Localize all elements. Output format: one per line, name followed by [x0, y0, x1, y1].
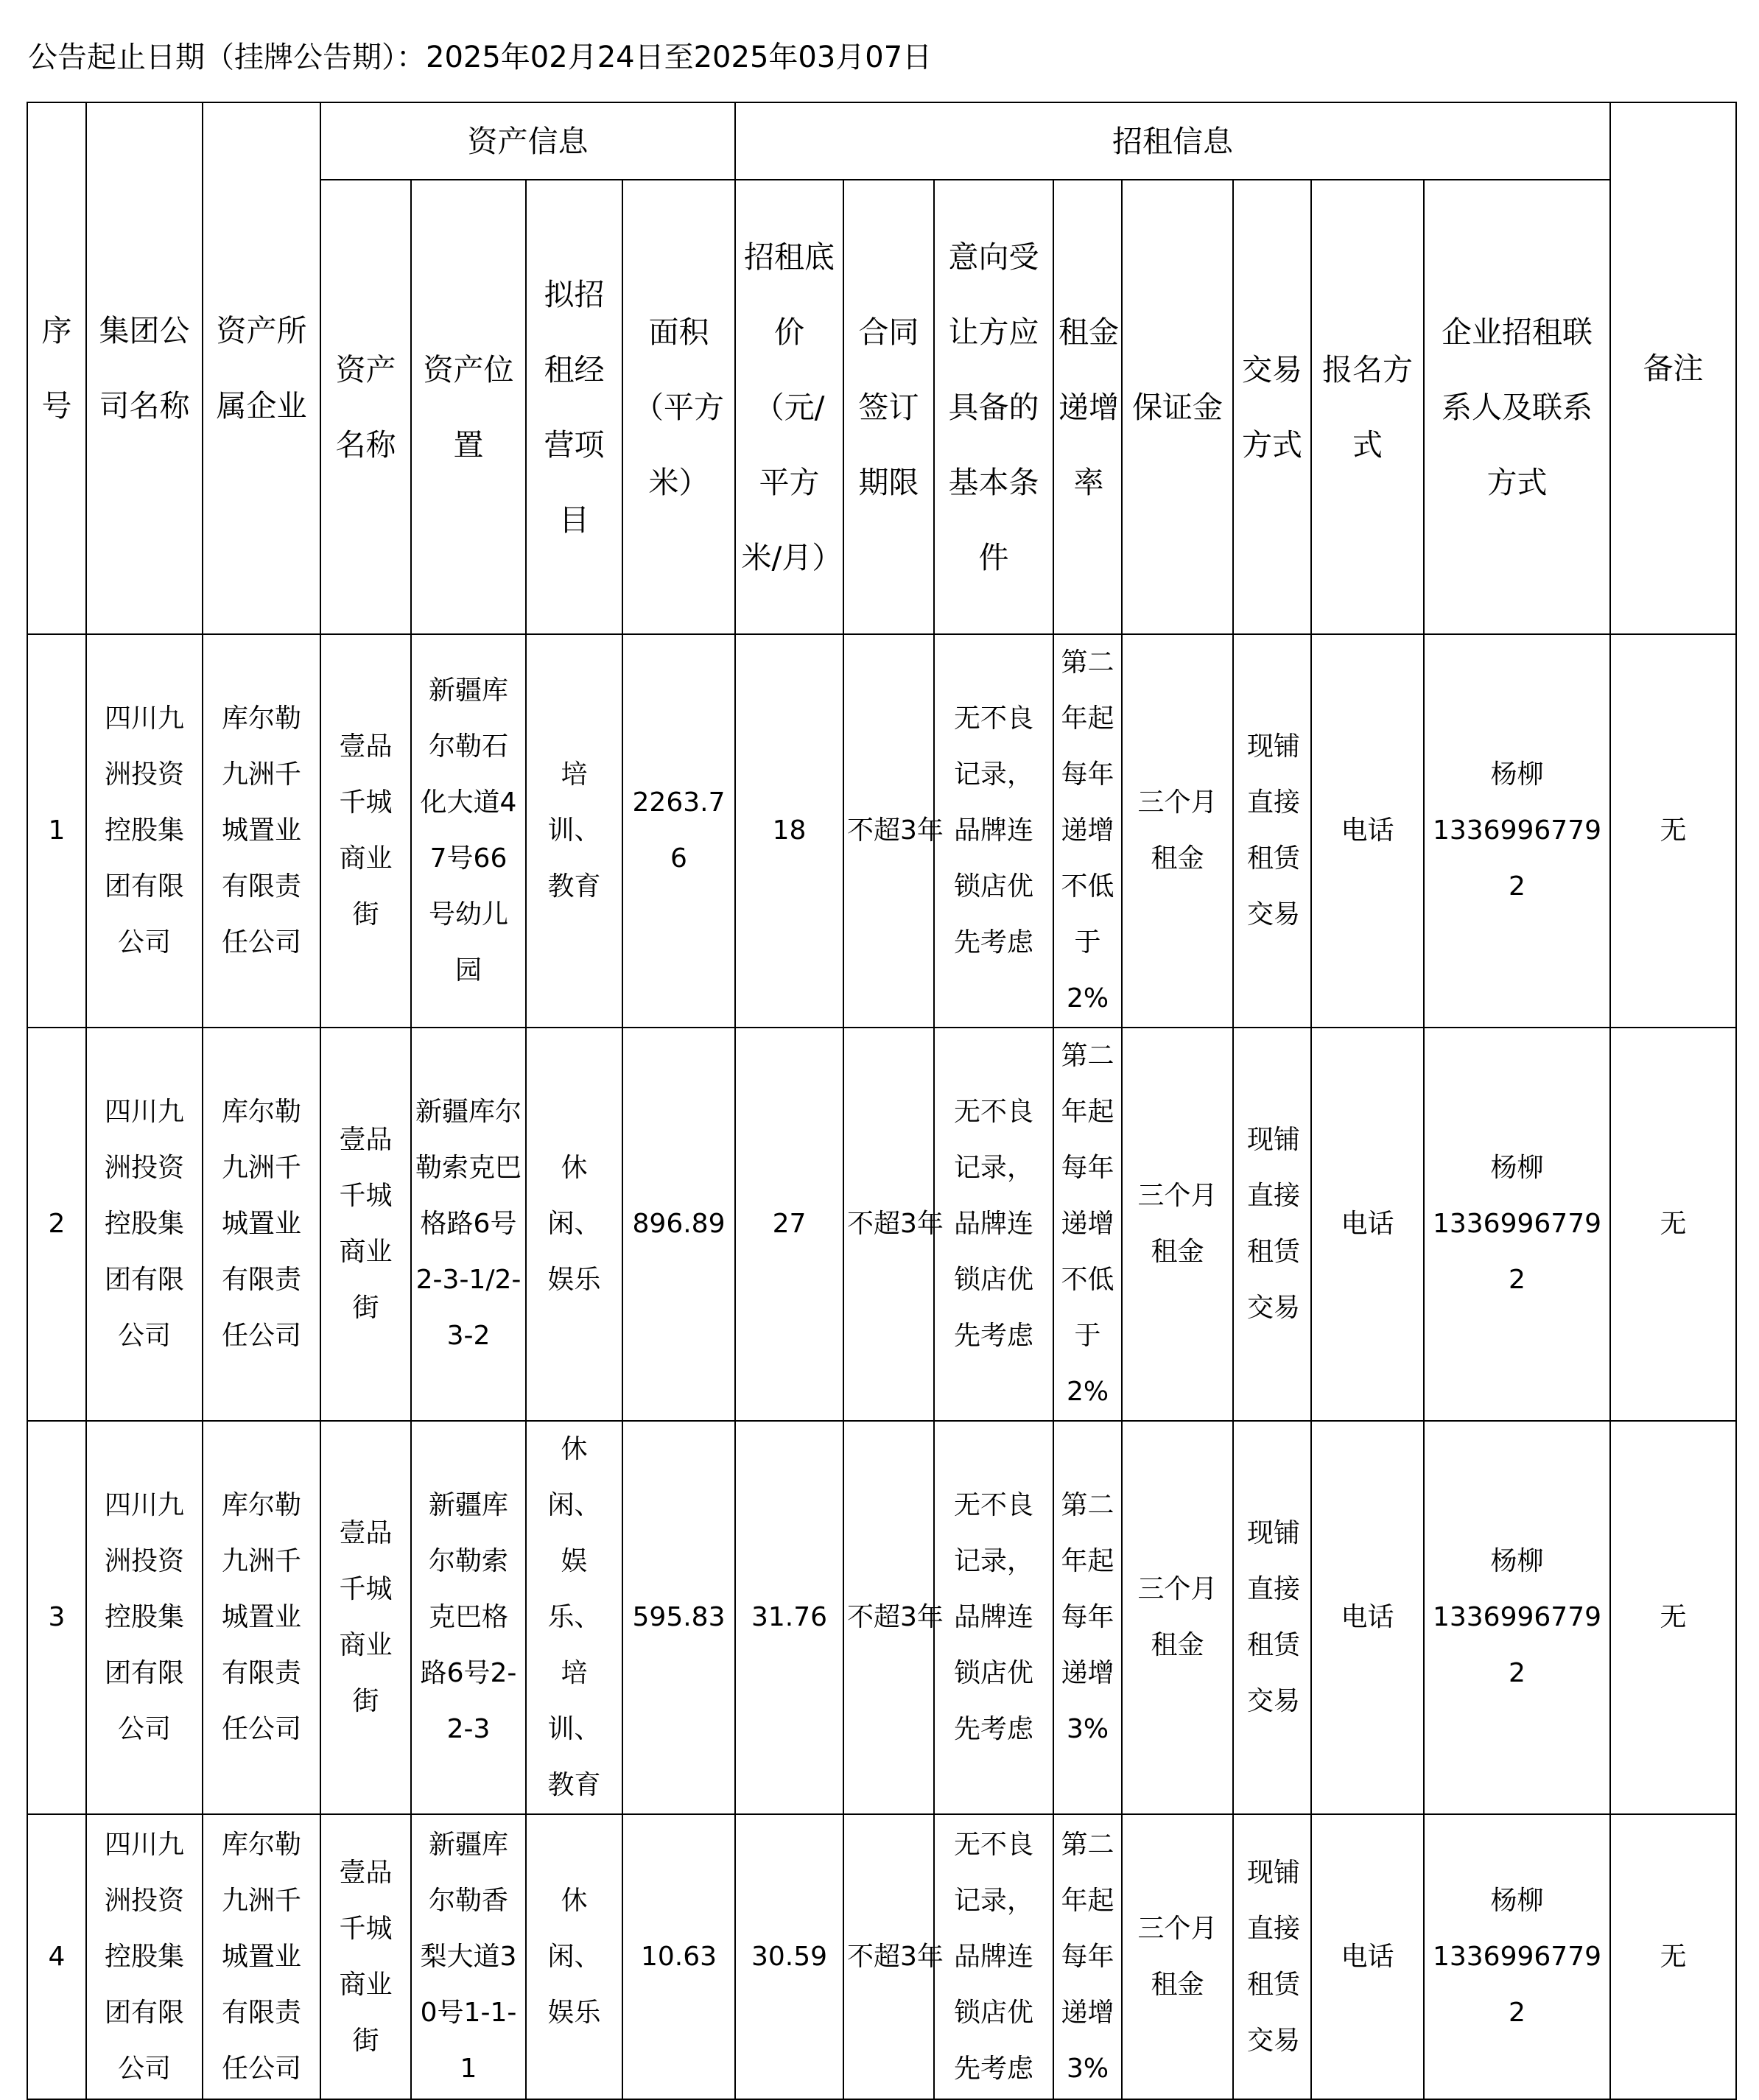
header-group-row — [27, 102, 1736, 180]
table-row — [27, 1814, 1736, 2099]
cell-signup-method: 电话 — [1311, 1421, 1424, 1814]
cell-area: 896.89 — [622, 1028, 735, 1421]
header-contact: 企业招租联系人及联系方式 — [1424, 180, 1610, 634]
contact-phone: 13369967792 — [1432, 1941, 1602, 2028]
cell-area: 10.63 — [622, 1814, 735, 2099]
cell-remarks: 无 — [1610, 634, 1736, 1028]
cell-signup-method: 电话 — [1311, 1814, 1424, 2099]
header-asset-location: 资产位置 — [411, 180, 526, 634]
header-rent-increase: 租金递增率 — [1053, 180, 1122, 634]
header-contract-term: 合同签订期限 — [843, 180, 934, 634]
cell-asset-name: 壹品千城商业街 — [320, 1814, 411, 2099]
cell-asset-location: 新疆库尔勒石化大道47号66号幼儿园 — [411, 634, 526, 1028]
header-asset-name: 资产名称 — [320, 180, 411, 634]
cell-group-company: 四川九洲投资控股集团有限公司 — [86, 634, 203, 1028]
cell-requirements: 无不良记录，品牌连锁店优先考虑 — [934, 1814, 1053, 2099]
cell-trade-method: 现铺直接租赁交易 — [1233, 634, 1311, 1028]
cell-area: 595.83 — [622, 1421, 735, 1814]
cell-base-price: 31.76 — [735, 1421, 843, 1814]
header-deposit: 保证金 — [1122, 180, 1233, 634]
table-row — [27, 634, 1736, 1028]
cell-group-company: 四川九洲投资控股集团有限公司 — [86, 1421, 203, 1814]
cell-group-company: 四川九洲投资控股集团有限公司 — [86, 1028, 203, 1421]
contact-name: 杨柳 — [1490, 1153, 1544, 1183]
cell-signup-method: 电话 — [1311, 1028, 1424, 1421]
contact-phone: 13369967792 — [1432, 1209, 1602, 1295]
cell-owner-company: 库尔勒九洲千城置业有限责任公司 — [203, 634, 320, 1028]
header-group-company: 集团公司名称 — [86, 102, 203, 634]
cell-remarks: 无 — [1610, 1814, 1736, 2099]
cell-seq: 4 — [27, 1814, 86, 2099]
cell-asset-location: 新疆库尔勒索克巴格路6号2-3-1/2-3-2 — [411, 1028, 526, 1421]
contact-phone: 13369967792 — [1432, 1602, 1602, 1688]
cell-seq: 1 — [27, 634, 86, 1028]
cell-signup-method: 电话 — [1311, 634, 1424, 1028]
cell-owner-company: 库尔勒九洲千城置业有限责任公司 — [203, 1814, 320, 2099]
table-row — [27, 1028, 1736, 1421]
contact-name: 杨柳 — [1490, 1885, 1544, 1916]
cell-base-price: 30.59 — [735, 1814, 843, 2099]
table-row — [27, 1421, 1736, 1814]
cell-base-price: 18 — [735, 634, 843, 1028]
cell-deposit: 三个月租金 — [1122, 1421, 1233, 1814]
cell-trade-method: 现铺直接租赁交易 — [1233, 1028, 1311, 1421]
cell-trade-method: 现铺直接租赁交易 — [1233, 1421, 1311, 1814]
cell-contract-term: 不超3年 — [843, 1814, 934, 2099]
header-base-price: 招租底价（元/平方米/月） — [735, 180, 843, 634]
header-seq: 序号 — [27, 102, 86, 634]
cell-group-company: 四川九洲投资控股集团有限公司 — [86, 1814, 203, 2099]
cell-contact — [1424, 1028, 1610, 1421]
lease-listing-table — [27, 102, 1737, 2100]
cell-remarks: 无 — [1610, 1421, 1736, 1814]
header-owner-company: 资产所属企业 — [203, 102, 320, 634]
cell-rent-increase: 第二年起每年递增3% — [1053, 1814, 1122, 2099]
cell-seq: 2 — [27, 1028, 86, 1421]
cell-contract-term: 不超3年 — [843, 1028, 934, 1421]
cell-deposit: 三个月租金 — [1122, 1028, 1233, 1421]
header-lease-info: 招租信息 — [735, 102, 1610, 180]
cell-planned-business: 休闲、娱乐、培训、教育 — [526, 1421, 622, 1814]
cell-trade-method: 现铺直接租赁交易 — [1233, 1814, 1311, 2099]
cell-contact — [1424, 1421, 1610, 1814]
cell-asset-name: 壹品千城商业街 — [320, 1028, 411, 1421]
cell-deposit: 三个月租金 — [1122, 1814, 1233, 2099]
announcement-period-title: 公告起止日期（挂牌公告期）：2025年02月24日至2025年03月07日 — [28, 41, 933, 74]
cell-contact — [1424, 634, 1610, 1028]
header-requirements: 意向受让方应具备的基本条件 — [934, 180, 1053, 634]
contact-name: 杨柳 — [1490, 1546, 1544, 1576]
contact-name: 杨柳 — [1490, 759, 1544, 790]
header-remarks: 备注 — [1610, 102, 1736, 634]
cell-requirements: 无不良记录，品牌连锁店优先考虑 — [934, 634, 1053, 1028]
cell-seq: 3 — [27, 1421, 86, 1814]
cell-rent-increase: 第二年起每年递增3% — [1053, 1421, 1122, 1814]
header-asset-info: 资产信息 — [320, 102, 735, 180]
cell-rent-increase: 第二年起每年递增不低于2% — [1053, 1028, 1122, 1421]
cell-remarks: 无 — [1610, 1028, 1736, 1421]
cell-requirements: 无不良记录，品牌连锁店优先考虑 — [934, 1028, 1053, 1421]
cell-owner-company: 库尔勒九洲千城置业有限责任公司 — [203, 1421, 320, 1814]
header-trade-method: 交易方式 — [1233, 180, 1311, 634]
header-signup-method: 报名方式 — [1311, 180, 1424, 634]
cell-asset-name: 壹品千城商业街 — [320, 1421, 411, 1814]
cell-area: 2263.76 — [622, 634, 735, 1028]
cell-planned-business: 休闲、娱乐 — [526, 1814, 622, 2099]
cell-contract-term: 不超3年 — [843, 1421, 934, 1814]
cell-planned-business: 休闲、娱乐 — [526, 1028, 622, 1421]
cell-deposit: 三个月租金 — [1122, 634, 1233, 1028]
contact-phone: 13369967792 — [1432, 815, 1602, 902]
cell-asset-location: 新疆库尔勒索克巴格路6号2-2-3 — [411, 1421, 526, 1814]
cell-contract-term: 不超3年 — [843, 634, 934, 1028]
cell-asset-location: 新疆库尔勒香梨大道30号1-1-1 — [411, 1814, 526, 2099]
cell-requirements: 无不良记录，品牌连锁店优先考虑 — [934, 1421, 1053, 1814]
cell-owner-company: 库尔勒九洲千城置业有限责任公司 — [203, 1028, 320, 1421]
cell-contact — [1424, 1814, 1610, 2099]
header-planned-business: 拟招租经营项目 — [526, 180, 622, 634]
cell-rent-increase: 第二年起每年递增不低于2% — [1053, 634, 1122, 1028]
cell-asset-name: 壹品千城商业街 — [320, 634, 411, 1028]
cell-base-price: 27 — [735, 1028, 843, 1421]
cell-planned-business: 培训、教育 — [526, 634, 622, 1028]
header-area: 面积（平方米） — [622, 180, 735, 634]
